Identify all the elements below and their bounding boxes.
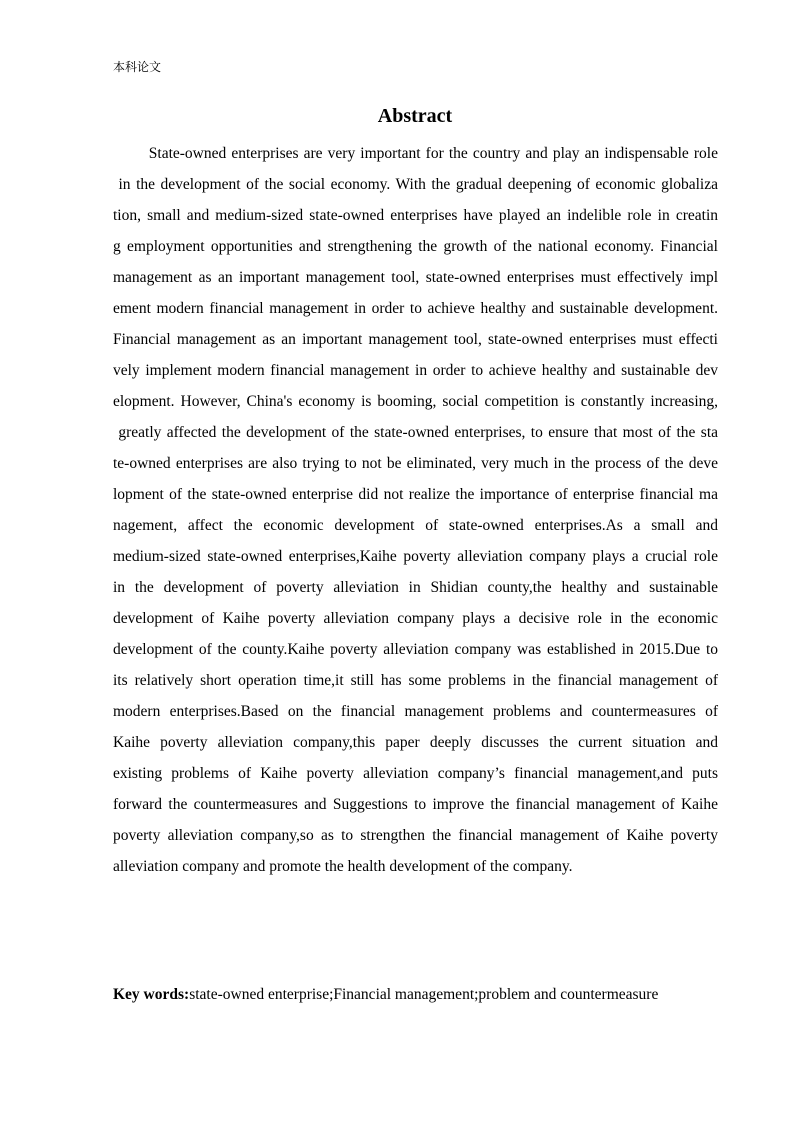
abstract-line: in the development of poverty alleviation in Shidian county,the healthy and sustainable — [113, 579, 718, 596]
abstract-line: elopment. However, China's economy is booming, social competition is constantly increasing, — [113, 393, 718, 410]
abstract-line: modern enterprises.Based on the financial management problems and countermeasures of — [113, 703, 718, 720]
keywords-line — [113, 984, 718, 1006]
abstract-line: ement modern financial management in order to achieve healthy and sustainable development. — [113, 300, 718, 317]
abstract-line: vely implement modern financial management in order to achieve healthy and sustainable dev — [113, 362, 718, 379]
running-header: 本科论文 — [113, 60, 162, 74]
keywords-text: state-owned enterprise;Financial management;problem and countermeasure — [189, 986, 659, 1003]
abstract-line: te-owned enterprises are also trying to not be eliminated, very much in the process of the deve — [113, 455, 718, 472]
abstract-title: Abstract — [377, 105, 453, 127]
abstract-line: medium-sized state-owned enterprises,Kaihe poverty alleviation company plays a crucial role — [113, 548, 718, 565]
abstract-line: development of the county.Kaihe poverty alleviation company was established in 2015.Due to — [113, 641, 718, 658]
abstract-line: development of Kaihe poverty alleviation company plays a decisive role in the economic — [113, 610, 718, 627]
abstract-line: State-owned enterprises are very important for the country and play an indispensable role — [113, 145, 718, 162]
abstract-line: nagement, affect the economic development of state-owned enterprises.As a small and — [113, 517, 718, 534]
abstract-line: forward the countermeasures and Suggestions to improve the financial management of Kaihe — [113, 796, 718, 813]
abstract-line: alleviation company and promote the health development of the company. — [113, 858, 573, 875]
abstract-line: existing problems of Kaihe poverty alleviation company’s financial management,and puts — [113, 765, 718, 782]
abstract-line: poverty alleviation company,so as to strengthen the financial management of Kaihe poverty — [113, 827, 718, 844]
keywords-label: Key words: — [113, 986, 190, 1003]
abstract-line: its relatively short operation time,it still has some problems in the financial management of — [113, 672, 718, 689]
abstract-line: Kaihe poverty alleviation company,this paper deeply discusses the current situation and — [113, 734, 718, 751]
abstract-line: Financial management as an important management tool, state-owned enterprises must effecti — [113, 331, 718, 348]
abstract-line: lopment of the state-owned enterprise did not realize the importance of enterprise financial ma — [113, 486, 718, 503]
abstract-line: management as an important management tool, state-owned enterprises must effectively impl — [113, 269, 718, 286]
abstract-line: g employment opportunities and strengthening the growth of the national economy. Financial — [113, 238, 718, 255]
abstract-body — [113, 138, 718, 882]
abstract-line: greatly affected the development of the state-owned enterprises, to ensure that most of the sta — [113, 424, 718, 441]
abstract-line: tion, small and medium-sized state-owned enterprises have played an indelible role in creatin — [113, 207, 718, 224]
header-divider — [113, 80, 718, 81]
abstract-line: in the development of the social economy. With the gradual deepening of economic globaliza — [113, 176, 718, 193]
